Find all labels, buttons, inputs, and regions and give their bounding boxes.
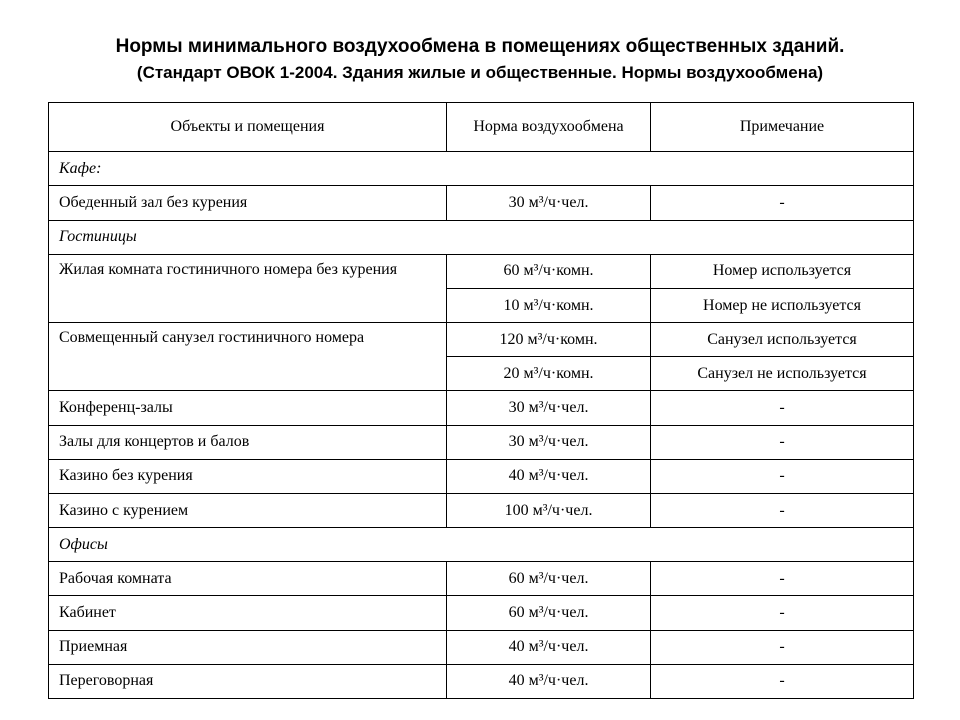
cell-object: Рабочая комната [49, 562, 447, 596]
cell-note: - [651, 596, 914, 630]
table-row [49, 323, 914, 357]
cell-norm: 30 м³/ч·чел. [447, 391, 651, 425]
cell-norm: 60 м³/ч·чел. [447, 596, 651, 630]
cell-note: - [651, 459, 914, 493]
table-row [49, 459, 914, 493]
cell-note: - [651, 630, 914, 664]
cell-object: Переговорная [49, 664, 447, 698]
cell-norm: 30 м³/ч·чел. [447, 425, 651, 459]
cell-norm: 40 м³/ч·чел. [447, 664, 651, 698]
page-title: Нормы минимального воздухообмена в помещениях общественных зданий. [115, 36, 845, 57]
cell-note: Номер не используется [651, 288, 914, 322]
table-header-row [49, 103, 914, 152]
cell-note: - [651, 664, 914, 698]
header-note: Примечание [651, 103, 914, 152]
header-norm: Норма воздухообмена [447, 103, 651, 152]
cell-object: Приемная [49, 630, 447, 664]
category-row-cafe [49, 152, 914, 186]
category-label: Гостиницы [49, 220, 914, 254]
cell-note: - [651, 186, 914, 220]
cell-object: Залы для концертов и балов [49, 425, 447, 459]
cell-object: Кабинет [49, 596, 447, 630]
category-label: Кафе: [49, 152, 914, 186]
cell-norm: 20 м³/ч·комн. [447, 357, 651, 391]
table-row [49, 425, 914, 459]
cell-note: Санузел используется [651, 323, 914, 357]
cell-norm: 40 м³/ч·чел. [447, 459, 651, 493]
table-row [49, 254, 914, 288]
cell-norm: 100 м³/ч·чел. [447, 493, 651, 527]
table-row [49, 562, 914, 596]
cell-norm: 60 м³/ч·чел. [447, 562, 651, 596]
table-row [49, 493, 914, 527]
table-row [49, 391, 914, 425]
cell-object: Обеденный зал без курения [49, 186, 447, 220]
cell-norm: 60 м³/ч·комн. [447, 254, 651, 288]
cell-object: Конференц-залы [49, 391, 447, 425]
table-row [49, 630, 914, 664]
cell-note: - [651, 562, 914, 596]
cell-object: Жилая комната гостиничного номера без курения [49, 254, 447, 322]
category-label: Офисы [49, 528, 914, 562]
page-subtitle: (Стандарт ОВОК 1-2004. Здания жилые и общественные. Нормы воздухообмена) [136, 63, 824, 82]
table-row [49, 664, 914, 698]
cell-norm: 30 м³/ч·чел. [447, 186, 651, 220]
cell-note: Санузел не используется [651, 357, 914, 391]
cell-norm: 120 м³/ч·комн. [447, 323, 651, 357]
air-exchange-table [48, 102, 914, 699]
category-row-hotels [49, 220, 914, 254]
cell-note: - [651, 493, 914, 527]
cell-note: Номер используется [651, 254, 914, 288]
cell-object: Казино без курения [49, 459, 447, 493]
cell-norm: 10 м³/ч·комн. [447, 288, 651, 322]
table-row [49, 186, 914, 220]
cell-note: - [651, 425, 914, 459]
cell-object: Казино с курением [49, 493, 447, 527]
header-objects: Объекты и помещения [49, 103, 447, 152]
cell-norm: 40 м³/ч·чел. [447, 630, 651, 664]
cell-object: Совмещенный санузел гостиничного номера [49, 323, 447, 391]
cell-note: - [651, 391, 914, 425]
category-row-offices [49, 528, 914, 562]
table-row [49, 596, 914, 630]
